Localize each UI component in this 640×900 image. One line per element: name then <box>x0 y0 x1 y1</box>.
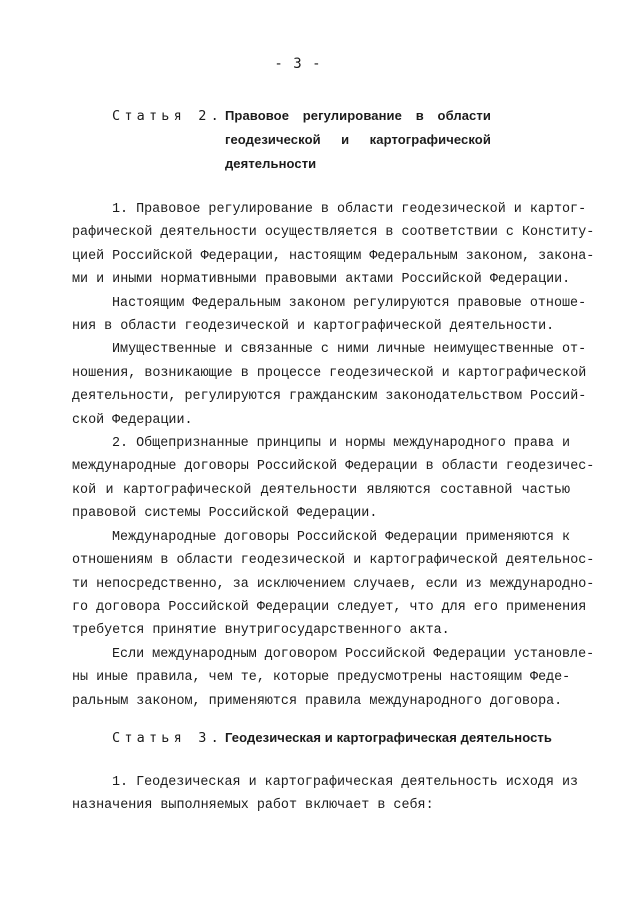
article-2-body <box>72 198 595 713</box>
article-3-label: Статья 3. <box>112 730 223 746</box>
paragraph <box>72 432 595 526</box>
article-2-heading <box>112 104 582 176</box>
paragraph-line: Настоящим Федеральным законом регулируются правовые отноше- <box>112 295 587 311</box>
paragraph-line: го договора Российской Федерации следует, что для его применения <box>72 599 587 615</box>
paragraph-line: деятельности, регулируются гражданским законодательством Россий- <box>72 389 587 405</box>
article-3-heading <box>112 726 582 750</box>
paragraph-line: Если международным договором Российской Федерации установле- <box>112 646 595 662</box>
paragraph-line: международные договоры Российской Федерации в области геодезичес- <box>72 459 595 475</box>
paragraph-line: отношениям в области геодезической и картографической деятельнос- <box>72 553 595 569</box>
paragraph <box>72 771 579 818</box>
paragraph-line: требуется принятие внутригосударственного акта. <box>72 623 450 639</box>
paragraph-line: правовой системы Российской Федерации. <box>72 506 378 522</box>
article-2-title <box>225 104 491 176</box>
paragraph-line: назначения выполняемых работ включает в себя: <box>72 798 434 814</box>
article-2-title-line: деятельности <box>224 156 317 171</box>
paragraph-line: кой и картографической деятельности являются составной частью <box>72 482 570 498</box>
paragraph-line: Имущественные и связанные с ними личные неимущественные от- <box>112 342 587 358</box>
page-number: - 3 - <box>274 56 322 72</box>
article-2-label: Статья 2. <box>112 108 223 124</box>
paragraph-line: цией Российской Федерации, настоящим Федеральным законом, законa- <box>72 248 595 264</box>
paragraph-line: Международные договоры Российской Федерации применяются к <box>112 529 571 545</box>
article-3-title-line: Геодезическая и картографическая деятельность <box>224 730 552 745</box>
article-3-body <box>72 771 579 818</box>
paragraph-line: 2. Общепризнанные принципы и нормы международного права и <box>112 436 571 452</box>
paragraph-line: ми и иными нормативными правовыми актами Российской Федерации. <box>72 272 571 288</box>
paragraph-line: ны иные правила, чем те, которые предусмотрены настоящим Феде- <box>72 670 571 686</box>
paragraph-line: рафической деятельности осуществляется в соответствии с Конститу- <box>72 225 595 241</box>
paragraph <box>72 292 587 339</box>
article-2-title-line: геодезической и картографической <box>224 132 491 147</box>
paragraph <box>72 338 587 432</box>
paragraph-line: 1. Правовое регулирование в области геодезической и картог- <box>112 202 587 217</box>
paragraph-line: ния в области геодезической и картографической деятельности. <box>72 319 555 335</box>
paragraph-line: ти непосредственно, за исключением случаев, если из международно- <box>72 576 595 592</box>
paragraph-line: ральным законом, применяются правила международного договора. <box>72 693 563 709</box>
paragraph-line: 1. Геодезическая и картографическая деятельность исходя из <box>112 775 579 790</box>
article-2-title-line: Правовое регулирование в области <box>224 108 491 123</box>
paragraph <box>72 643 595 713</box>
paragraph <box>72 526 595 643</box>
paragraph-line: ской Федерации. <box>72 412 193 428</box>
article-3-title <box>225 726 552 750</box>
paragraph <box>72 198 595 292</box>
paragraph-line: ношения, возникающие в процессе геодезической и картографической <box>72 365 587 381</box>
